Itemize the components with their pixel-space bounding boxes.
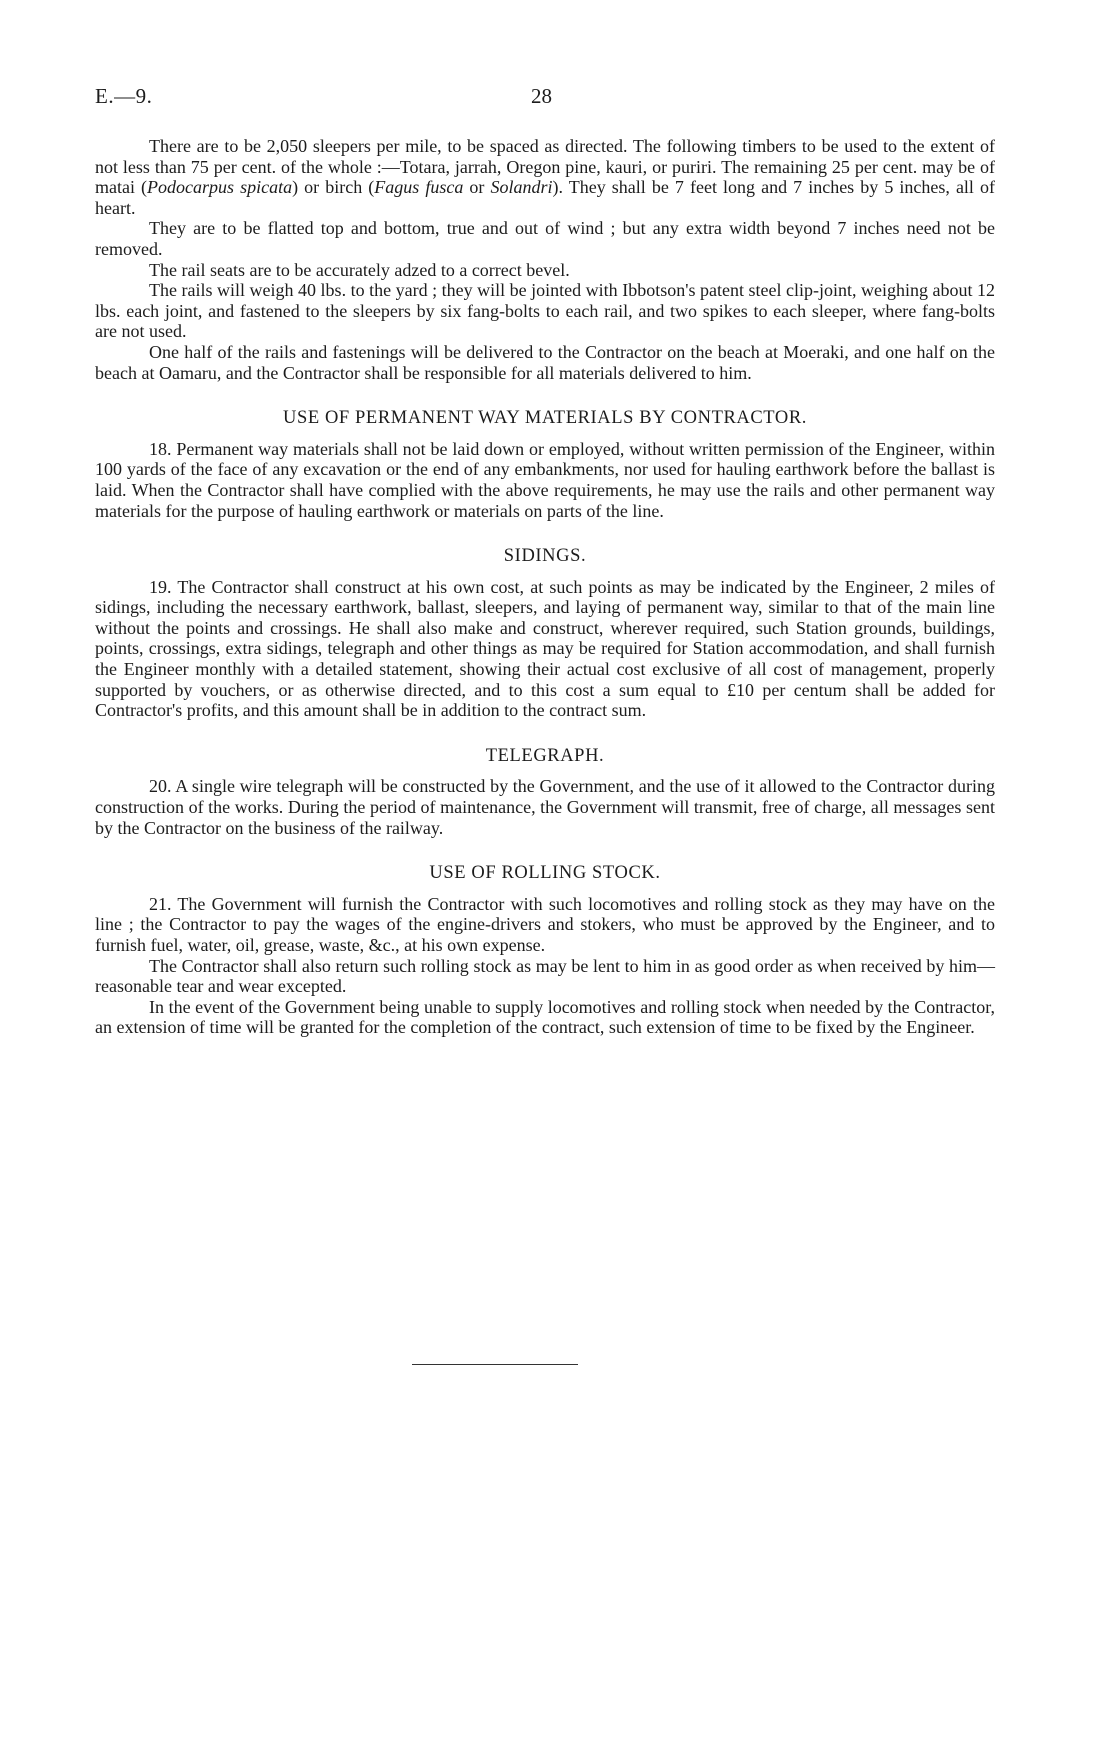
text-run: ). They shall be 7 feet long and 7 inches by 5 inches, all of heart. (95, 177, 995, 218)
intro-paragraph (95, 260, 995, 281)
text-run: or (463, 177, 491, 198)
text-run: There are to be 2,050 sleepers per mile, to be spaced as directed. The following timbers to be used to the extent of not less than 75 per cent. of the whole :—Totara, jarrah, Oregon pine, kauri, or puriri. The remaining 25 per cent. may be of matai ( (95, 136, 995, 198)
section-telegraph (95, 746, 995, 838)
intro-paragraph (95, 280, 995, 342)
document-body (95, 136, 995, 1038)
section-heading: USE OF PERMANENT WAY MATERIALS BY CONTRACTOR. (283, 408, 807, 429)
section-paragraph: 19. The Contractor shall construct at his own cost, at such points as may be indicated by the Engineer, 2 miles of sidings, including the necessary earthwork, ballast, sleepers, and laying of permanent way, similar to that of the main line without the points and crossings. He shall also make and construct, wherever required, such Station grounds, buildings, points, crossings, extra sidings, telegraph and other things as may be required for Station accommodation, and shall furnish the Engineer monthly with a detailed statement, showing their actual cost exclusive of all cost of management, properly supported by vouchers, or as otherwise directed, and to this cost a sum equal to £10 per centum shall be added for Contractor's profits, and this amount shall be in addition to the contract sum. (95, 576, 995, 721)
italic-text: Fagus fusca (374, 177, 464, 198)
section-paragraph: In the event of the Government being unable to supply locomotives and rolling stock when needed by the Contractor, an extension of time will be granted for the completion of the contract, such extension of time to be fixed by the Engineer. (95, 996, 995, 1038)
sections-block (95, 408, 995, 1038)
section-paragraph: The Contractor shall also return such rolling stock as may be lent to him in as good order as when received by him—reasonable tear and wear excepted. (95, 955, 995, 997)
text-run: The rails will weigh 40 lbs. to the yard ; they will be jointed with Ibbotson's patent steel clip-joint, weighing about 12 lbs. each joint, and fastened to the sleepers by six fang-bolts to each rail, and two spikes to each sleeper, where fang-bolts are not used. (95, 280, 995, 342)
section-paragraph: 20. A single wire telegraph will be constructed by the Government, and the use of it allowed to the Contractor during construction of the works. During the period of maintenance, the Government will transmit, free of charge, all messages sent by the Contractor on the business of the railway. (95, 776, 995, 838)
section-sidings (95, 546, 995, 721)
intro-paragraph (95, 136, 995, 218)
intro-paragraph (95, 342, 995, 383)
section-paragraph: 18. Permanent way materials shall not be laid down or employed, without written permission of the Engineer, within 100 yards of the face of any excavation or the end of any embankments, nor used for hauling earthwork before the ballast is laid. When the Contractor shall have complied with the above requirements, he may use the rails and other permanent way materials for the purpose of hauling earthwork or materials on parts of the line. (95, 438, 995, 521)
section-rolling-stock (95, 863, 995, 1038)
italic-text: Solandri (490, 177, 553, 198)
document-reference: E.—9. (95, 84, 153, 108)
section-permanent-way (95, 408, 995, 521)
text-run: They are to be flatted top and bottom, true and out of wind ; but any extra width beyond 7 inches need not be removed. (95, 218, 995, 259)
intro-paragraph (95, 218, 995, 259)
intro-block (95, 136, 995, 383)
text-run: ) or birch ( (292, 177, 375, 198)
section-heading: TELEGRAPH. (485, 745, 605, 766)
section-paragraph: 21. The Government will furnish the Contractor with such locomotives and rolling stock as they may have on the line ; the Contractor to pay the wages of the engine-drivers and stokers, who must be approved by the Engineer, and to furnish fuel, water, oil, grease, waste, &c., at his own expense. (95, 893, 995, 955)
section-heading: USE OF ROLLING STOCK. (429, 863, 661, 884)
section-heading: SIDINGS. (503, 546, 587, 567)
page-number: 28 (531, 84, 552, 108)
end-rule (412, 1364, 578, 1365)
text-run: One half of the rails and fastenings will be delivered to the Contractor on the beach at Moeraki, and one half on the beach at Oamaru, and the Contractor shall be responsible for all materials delivered to him. (95, 341, 995, 383)
italic-text: Podocarpus spicata (147, 177, 293, 198)
text-run: The rail seats are to be accurately adzed to a correct bevel. (149, 259, 570, 280)
